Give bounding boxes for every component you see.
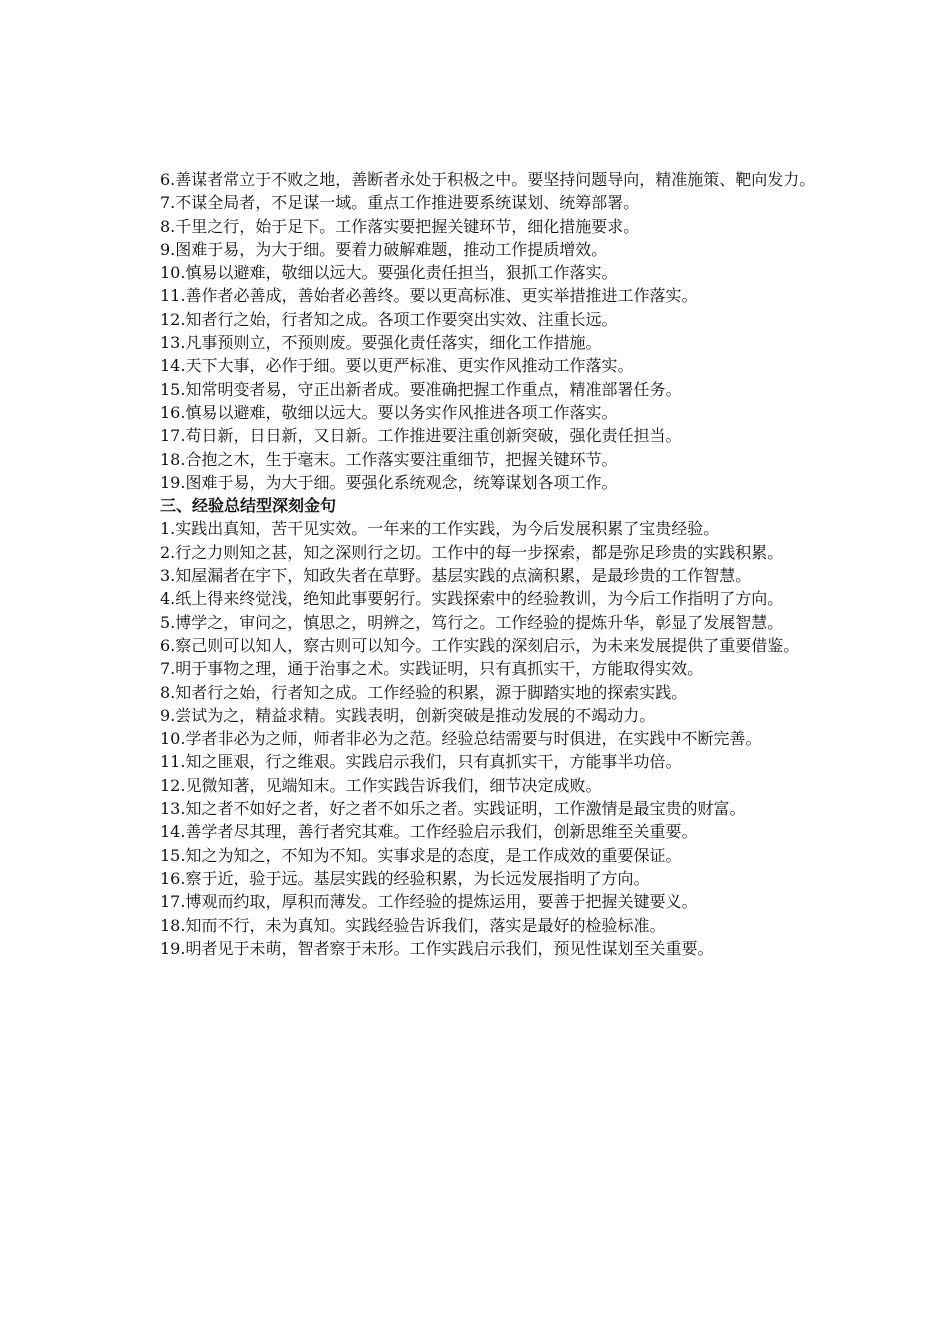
paragraph-item: 9.图难于易，为大于细。要着力破解难题，推动工作提质增效。	[160, 239, 608, 259]
paragraph-item: 14.善学者尽其理，善行者究其难。工作经验启示我们，创新思维至关重要。	[160, 822, 698, 842]
paragraph-item: 17.苟日新，日日新，又日新。工作推进要注重创新突破，强化责任担当。	[160, 426, 682, 446]
section-heading: 三、经验总结型深刻金句	[160, 496, 337, 516]
paragraph-item: 9.尝试为之，精益求精。实践表明，创新突破是推动发展的不竭动力。	[160, 705, 656, 725]
paragraph-item: 16.慎易以避难，敬细以远大。要以务实作风推进各项工作落实。	[160, 402, 618, 422]
paragraph-item: 8.千里之行，始于足下。工作落实要把握关键环节，细化措施要求。	[160, 216, 640, 236]
paragraph-item: 3.知屋漏者在宇下，知政失者在草野。基层实践的点滴积累，是最珍贵的工作智慧。	[160, 566, 752, 586]
paragraph-item: 12.知者行之始，行者知之成。各项工作要突出实效、注重长远。	[160, 309, 618, 329]
paragraph-item: 13.凡事预则立，不预则废。要强化责任落实，细化工作措施。	[160, 333, 602, 353]
paragraph-item: 10.学者非必为之师，师者非必为之范。经验总结需要与时俱进，在实践中不断完善。	[160, 729, 762, 749]
paragraph-item: 18.合抱之木，生于毫末。工作落实要注重细节，把握关键环节。	[160, 449, 618, 469]
paragraph-item: 14.天下大事，必作于细。要以更严标准、更实作风推动工作落实。	[160, 356, 634, 376]
paragraph-item: 17.博观而约取，厚积而薄发。工作经验的提炼运用，要善于把握关键要义。	[160, 892, 698, 912]
paragraph-item: 8.知者行之始，行者知之成。工作经验的积累，源于脚踏实地的探索实践。	[160, 682, 688, 702]
paragraph-item: 7.不谋全局者，不足谋一域。重点工作推进要系统谋划、统筹部署。	[160, 193, 640, 213]
paragraph-item: 15.知常明变者易，守正出新者成。要准确把握工作重点，精准部署任务。	[160, 379, 682, 399]
paragraph-item: 15.知之为知之，不知为不知。实事求是的态度，是工作成效的重要保证。	[160, 845, 682, 865]
paragraph-item: 18.知而不行，未为真知。实践经验告诉我们，落实是最好的检验标准。	[160, 915, 666, 935]
paragraph-item: 19.明者见于未萌，智者察于未形。工作实践启示我们，预见性谋划至关重要。	[160, 938, 714, 958]
paragraph-item: 7.明于事物之理，通于治事之术。实践证明，只有真抓实干，方能取得实效。	[160, 659, 704, 679]
paragraph-item: 5.博学之，审问之，慎思之，明辨之，笃行之。工作经验的提炼升华，彰显了发展智慧。	[160, 612, 784, 632]
paragraph-item: 11.知之匪艰，行之维艰。实践启示我们，只有真抓实干，方能事半功倍。	[160, 752, 682, 772]
paragraph-item: 6.善谋者常立于不败之地，善断者永处于积极之中。要坚持问题导向，精准施策、靶向发力。	[160, 170, 816, 189]
document-body	[128, 168, 834, 960]
paragraph-item: 16.察于近，验于远。基层实践的经验积累，为长远发展指明了方向。	[160, 868, 650, 888]
paragraph-item: 11.善作者必善成，善始者必善终。要以更高标准、更实举措推进工作落实。	[160, 286, 698, 306]
paragraph-item: 1.实践出真知，苦干见实效。一年来的工作实践，为今后发展积累了宝贵经验。	[160, 519, 720, 539]
paragraph-item: 4.纸上得来终觉浅，绝知此事要躬行。实践探索中的经验教训，为今后工作指明了方向。	[160, 589, 784, 609]
paragraph-item: 2.行之力则知之甚，知之深则行之切。工作中的每一步探索，都是弥足珍贵的实践积累。	[160, 542, 784, 562]
paragraph-item: 12.见微知著，见端知末。工作实践告诉我们，细节决定成败。	[160, 775, 602, 795]
paragraph-item: 13.知之者不如好之者，好之者不如乐之者。实践证明，工作激情是最宝贵的财富。	[160, 799, 746, 819]
paragraph-item: 19.图难于易，为大于细。要强化系统观念，统筹谋划各项工作。	[160, 472, 618, 492]
paragraph-item: 6.察己则可以知人，察古则可以知今。工作实践的深刻启示，为未来发展提供了重要借鉴。	[160, 635, 800, 655]
paragraph-item: 10.慎易以避难，敬细以远大。要强化责任担当，狠抓工作落实。	[160, 263, 618, 283]
